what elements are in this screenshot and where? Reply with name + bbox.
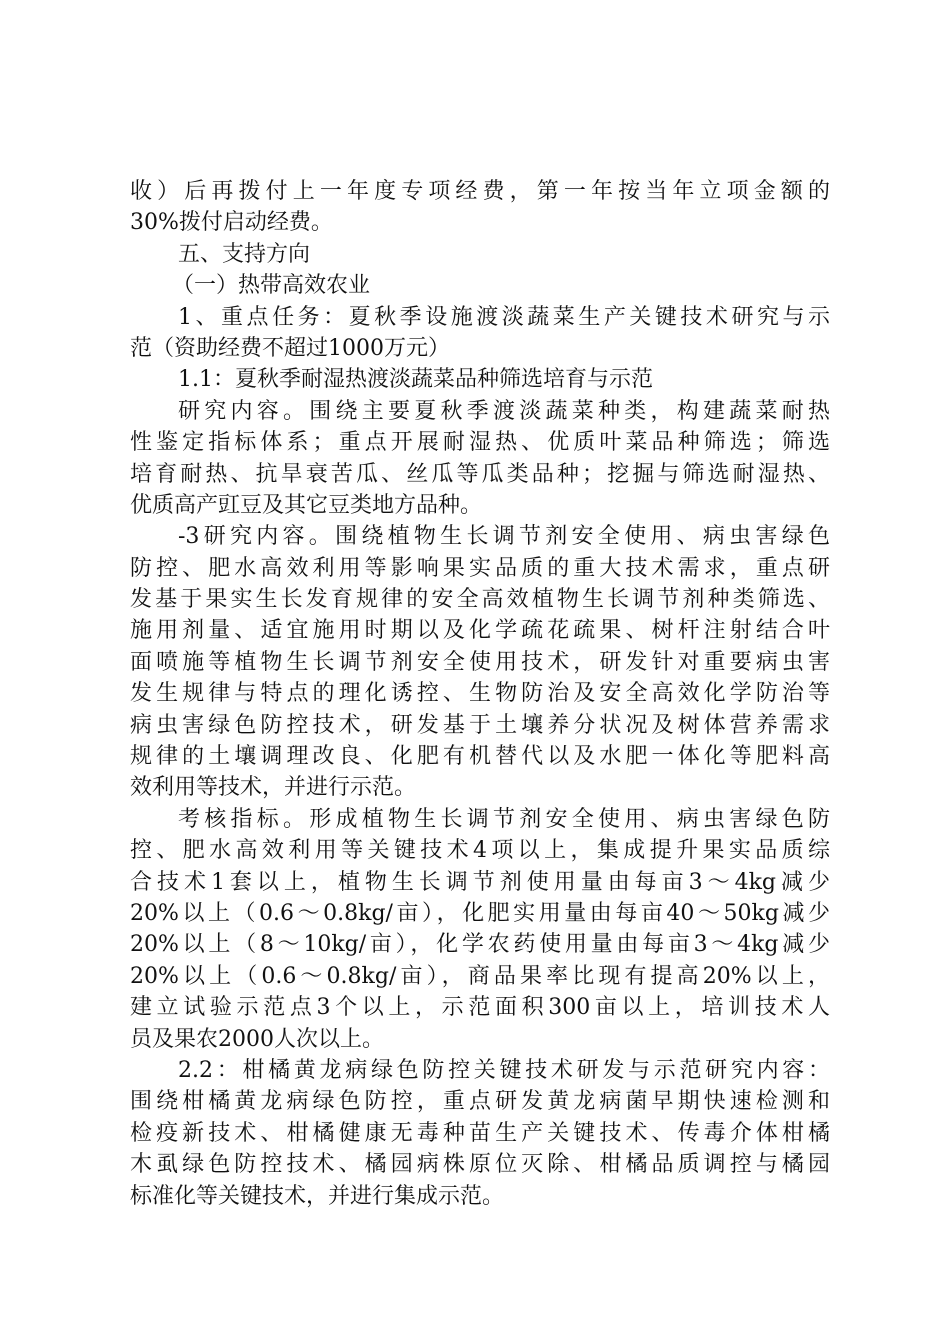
text-line: 病虫害绿色防控技术，研发基于土壤养分状况及树体营养需求 — [130, 712, 830, 738]
text-line: 防控、肥水高效利用等影响果实品质的重大技术需求，重点研 — [130, 555, 830, 581]
text-line: 研究内容。围绕主要夏秋季渡淡蔬菜种类，构建蔬菜耐热 — [178, 398, 830, 424]
text-line: 木虱绿色防控技术、橘园病株原位灭除、柑橘品质调控与橘园 — [130, 1152, 830, 1178]
text-line: 20%以上（0.6～0.8kg/亩），化肥实用量由每亩40～50kg减少 — [130, 900, 830, 926]
text-line: 范（资助经费不超过1000万元） — [130, 335, 450, 361]
text-line: 30%拨付启动经费。 — [130, 210, 333, 236]
text-line: -3研究内容。围绕植物生长调节剂安全使用、病虫害绿色 — [178, 524, 830, 550]
text-line: 优质高产豇豆及其它豆类地方品种。 — [130, 492, 483, 518]
text-line: 建立试验示范点3个以上，示范面积300亩以上，培训技术人 — [130, 995, 830, 1021]
text-line: 合技术1套以上，植物生长调节剂使用量由每亩3～4kg减少 — [130, 869, 830, 895]
item-heading: 1.1：夏秋季耐湿热渡淡蔬菜品种筛选培育与示范 — [178, 367, 653, 393]
text-line: 2.2：柑橘黄龙病绿色防控关键技术研发与示范研究内容： — [178, 1057, 830, 1083]
text-line: 标准化等关键技术，并进行集成示范。 — [130, 1183, 505, 1209]
text-line: 围绕柑橘黄龙病绿色防控，重点研发黄龙病菌早期快速检测和 — [130, 1089, 830, 1115]
text-line: 收）后再拨付上一年度专项经费，第一年按当年立项金额的 — [130, 179, 830, 204]
text-line: 20%以上（0.6～0.8kg/亩），商品果率比现有提高20%以上， — [130, 963, 830, 989]
task-heading: 1、重点任务：夏秋季设施渡淡蔬菜生产关键技术研究与示 — [178, 304, 830, 330]
text-line: 施用剂量、适宜施用时期以及化学疏花疏果、树杆注射结合叶 — [130, 618, 830, 644]
text-line: 发生规律与特点的理化诱控、生物防治及安全高效化学防治等 — [130, 681, 830, 707]
text-line: 培育耐热、抗旱衰苦瓜、丝瓜等瓜类品种；挖掘与筛选耐湿热、 — [130, 461, 830, 487]
text-line: 检疫新技术、柑橘健康无毒种苗生产关键技术、传毒介体柑橘 — [130, 1120, 830, 1146]
text-line: 发基于果实生长发育规律的安全高效植物生长调节剂种类筛选、 — [130, 587, 830, 613]
text-line: 面喷施等植物生长调节剂安全使用技术，研发针对重要病虫害 — [130, 649, 830, 675]
text-line: 考核指标。形成植物生长调节剂安全使用、病虫害绿色防 — [178, 806, 830, 832]
text-line: 20%以上（8～10kg/亩），化学农药使用量由每亩3～4kg减少 — [130, 932, 830, 958]
document-body — [130, 176, 830, 1212]
text-line: 效利用等技术，并进行示范。 — [130, 775, 417, 801]
subsection-heading: （一）热带高效农业 — [172, 273, 371, 299]
section-heading: 五、支持方向 — [178, 241, 311, 267]
text-line: 规律的土壤调理改良、化肥有机替代以及水肥一体化等肥料高 — [130, 744, 830, 770]
text-line: 控、肥水高效利用等关键技术4项以上，集成提升果实品质综 — [130, 838, 830, 864]
text-line: 员及果农2000人次以上。 — [130, 1026, 384, 1052]
text-line: 性鉴定指标体系；重点开展耐湿热、优质叶菜品种筛选；筛选 — [130, 430, 830, 456]
